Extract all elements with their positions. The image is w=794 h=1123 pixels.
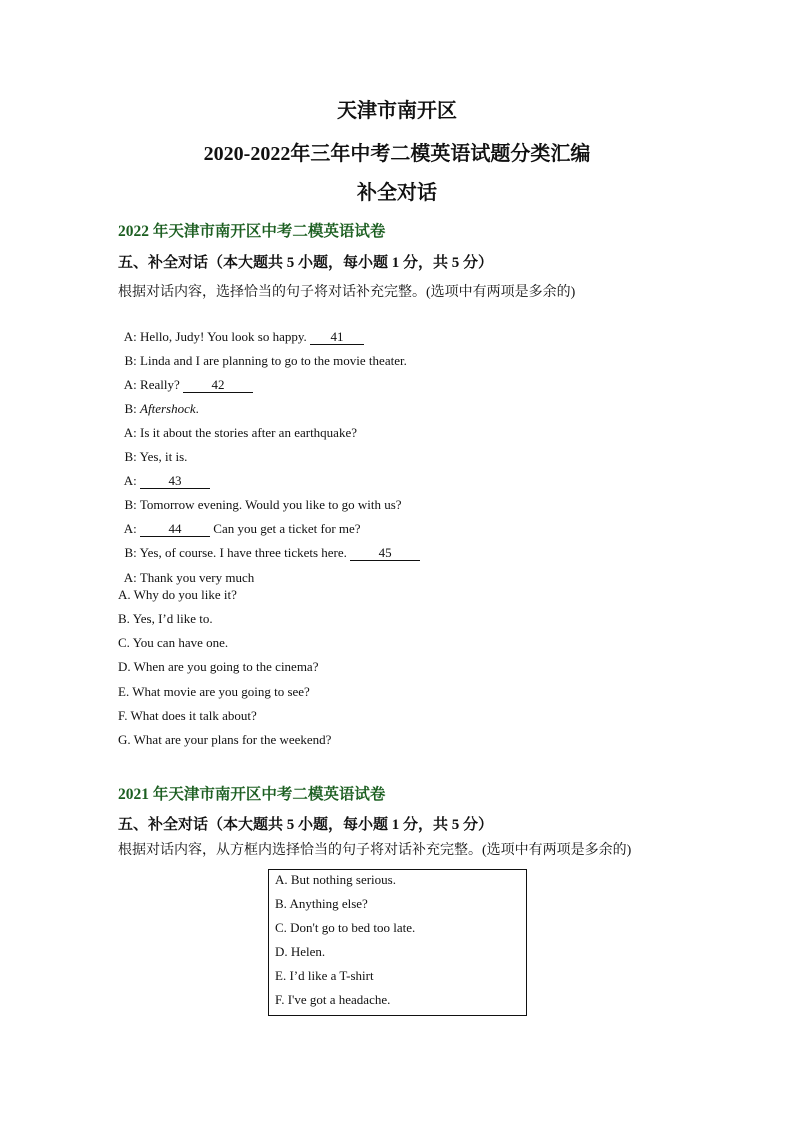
dialogue-text: Yes, it is. (139, 449, 188, 464)
options-box (268, 869, 527, 1016)
speaker-label: A: (123, 329, 137, 344)
section-2022-title: 2022 年天津市南开区中考二模英语试卷 (118, 223, 386, 240)
answer-blank[interactable]: 45 (350, 546, 420, 561)
speaker-label: A: (123, 521, 137, 536)
answer-blank[interactable]: 42 (183, 378, 253, 393)
speaker-label: A: (123, 377, 137, 392)
section-2021-heading: 五、补全对话（本大题共 5 小题，每小题 1 分，共 5 分） (118, 817, 494, 833)
option-item: F. What does it talk about? (118, 708, 257, 723)
speaker-label: B: (124, 353, 137, 368)
dialogue-text: Can you get a ticket for me? (210, 521, 361, 536)
speaker-label: B: (124, 401, 137, 416)
speaker-label: A: (123, 473, 137, 488)
box-option-item: D. Helen. (275, 944, 326, 959)
dialogue-text: Thank you very much (139, 570, 255, 585)
box-option-item: A. But nothing serious. (275, 872, 396, 887)
dialogue-text: Linda and I are planning to go to the movie theater. (140, 353, 407, 368)
document-title-topic: 补全对话 (357, 182, 437, 204)
section-2021-title: 2021 年天津市南开区中考二模英语试卷 (118, 786, 386, 803)
option-item: E. What movie are you going to see? (118, 684, 310, 699)
option-item: G. What are your plans for the weekend? (118, 732, 332, 747)
option-item: C. You can have one. (118, 635, 229, 650)
speaker-label: B: (124, 449, 137, 464)
option-item: D. When are you going to the cinema? (118, 659, 319, 674)
section-2022-heading: 五、补全对话（本大题共 5 小题，每小题 1 分，共 5 分） (118, 255, 494, 271)
dialogue-text: Is it about the stories after an earthquake? (140, 425, 357, 440)
dialogue-text: Yes, of course. I have three tickets here. (139, 545, 351, 560)
document-title-region: 天津市南开区 (337, 100, 457, 122)
dialogue-line (118, 551, 254, 587)
section-2021-instruction: 根据对话内容，从方框内选择恰当的句子将对话补充完整。(选项中有两项是多余的) (118, 843, 632, 858)
section-2022-instruction: 根据对话内容，选择恰当的句子将对话补充完整。(选项中有两项是多余的) (118, 285, 576, 300)
box-option-item: F. I've got a headache. (275, 992, 391, 1007)
answer-blank[interactable]: 44 (140, 522, 210, 537)
option-item: A. Why do you like it? (118, 587, 237, 602)
document-title-main: 2020-2022年三年中考二模英语试题分类汇编 (203, 143, 591, 165)
dialogue-text: . (195, 401, 199, 416)
answer-blank[interactable]: 43 (140, 474, 210, 489)
box-option-item: B. Anything else? (275, 896, 368, 911)
movie-title: Aftershock (140, 401, 196, 416)
speaker-label: B: (124, 497, 137, 512)
box-option-item: E. I’d like a T-shirt (275, 968, 374, 983)
answer-blank[interactable]: 41 (310, 330, 364, 345)
box-option-item: C. Don't go to bed too late. (275, 920, 416, 935)
dialogue-text: Really? (140, 377, 184, 392)
dialogue-text: Tomorrow evening. Would you like to go with us? (139, 497, 402, 512)
speaker-label: A: (123, 570, 137, 585)
speaker-label: B: (124, 545, 137, 560)
dialogue-text: Hello, Judy! You look so happy. (140, 329, 311, 344)
speaker-label: A: (123, 425, 137, 440)
option-item: B. Yes, I’d like to. (118, 611, 213, 626)
